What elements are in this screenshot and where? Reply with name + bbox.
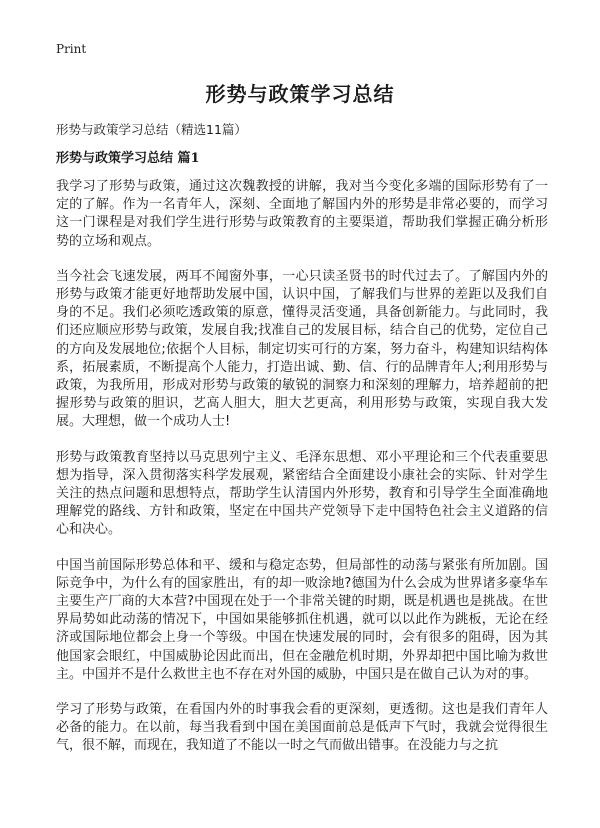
paragraph-2: 当今社会飞速发展，两耳不闻窗外事，一心只读圣贤书的时代过去了。了解国内外的形势与政策才能更好地帮助发展中国，认识中国，了解我们与世界的差距以及我们自身的不足。我们必须吃透政策的原意，懂得灵活变通，具备创新能力。与此同时，我们还应顺应形势与政策，发展自我;找准自己的发展目标，结合自己的优势，定位自己的方向及发展地位;依据个人目标，制定切实可行的方案，努力奋斗，构建知识结构体系，拓展素质，不断提高个人能力，打造出诚、勤、信、行的品牌青年人;利用形势与政策，为我所用，形成对形势与政策的敏锐的洞察力和深刻的理解力，培养超前的把握形势与政策的胆识，艺高人胆大，胆大艺更高，利用形势与政策，实现自我大发展。大理想，做一个成功人士! bbox=[56, 268, 548, 430]
paragraph-1: 我学习了形势与政策，通过这次魏教授的讲解，我对当今变化多端的国际形势有了一定的了解。作为一名青年人，深刻、全面地了解国内外的形势是非常必要的，而学习这一门课程是对我们学生进行形势与政策教育的主要渠道，帮助我们掌握正确分析形势的立场和观点。 bbox=[56, 179, 548, 249]
document-body bbox=[56, 122, 548, 773]
document-title: 形势与政策学习总结 bbox=[205, 82, 395, 106]
document-subtitle: 形势与政策学习总结（精选11篇） bbox=[56, 122, 247, 137]
paragraph-3: 形势与政策教育坚持以马克思列宁主义、毛泽东思想、邓小平理论和三个代表重要思想为指导，深入贯彻落实科学发展观，紧密结合全面建设小康社会的实际、针对学生关注的热点问题和思想特点，帮助学生认清国内外形势，教育和引导学生全面准确地理解党的路线、方针和政策，坚定在中国共产党领导下走中国特色社会主义道路的信心和决心。 bbox=[56, 449, 548, 538]
print-label: Print bbox=[56, 42, 87, 56]
paragraph-5: 学习了形势与政策，在看国内外的时事我会看的更深刻，更透彻。这也是我们青年人必备的能力。在以前，每当我看到中国在美国面前总是低声下气时，我就会觉得很生气，很不解，而现在，我知道了不能以一时之气而做出错事。在没能力与之抗 bbox=[56, 702, 548, 754]
paragraph-4: 中国当前国际形势总体和平、缓和与稳定态势，但局部性的动荡与紧张有所加剧。国际竞争中，为什么有的国家胜出，有的却一败涂地?德国为什么会成为世界诸多豪华车主要生产厂商的大本营?中国现在处于一个非常关键的时期，既是机遇也是挑战。在世界局势如此动荡的情况下，中国如果能够抓住机遇，就可以以此作为跳板，无论在经济或国际地位都会上身一个等级。中国在快速发展的同时，会有很多的阻碍，因为其他国家会眼红，中国威胁论因此而出，但在金融危机时期，外界却把中国比喻为救世主。中国并不是什么救世主也不存在对外国的威胁，中国只是在做自己认为对的事。 bbox=[56, 557, 548, 682]
section-heading: 形势与政策学习总结 篇1 bbox=[56, 151, 200, 166]
